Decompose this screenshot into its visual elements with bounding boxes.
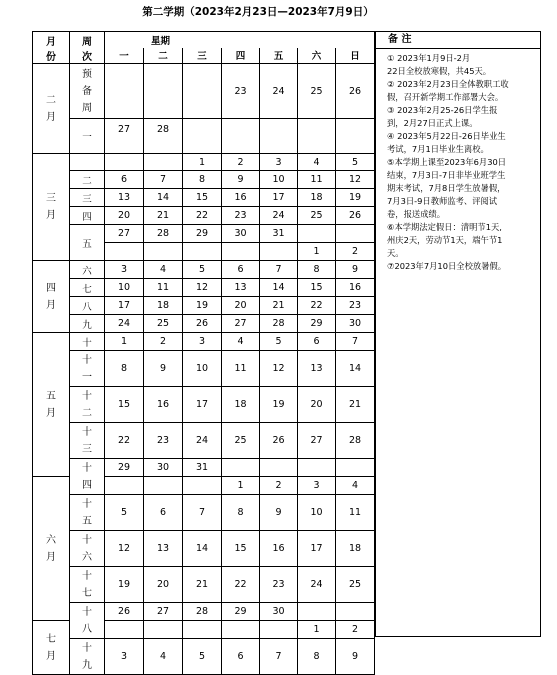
day-cell: 8 <box>298 261 336 279</box>
day-cell: 8 <box>222 495 260 531</box>
day-cell: 21 <box>336 387 375 423</box>
day-cell: 17 <box>105 297 144 315</box>
day-cell <box>336 119 375 154</box>
day-header: 三 <box>183 48 222 64</box>
day-cell: 20 <box>298 387 336 423</box>
day-cell <box>336 603 375 621</box>
week-label-2: 二 <box>70 171 105 189</box>
day-cell: 2 <box>222 154 260 171</box>
day-cell <box>183 621 222 639</box>
month-label-feb: 二 月 <box>33 64 70 154</box>
day-cell: 12 <box>183 279 222 297</box>
day-cell: 21 <box>144 207 183 225</box>
note-line: ⑥本学期法定假日：清明节1天, <box>387 222 502 232</box>
day-cell: 24 <box>298 567 336 603</box>
week-label-7: 七 <box>70 279 105 297</box>
week-label-11: 十 一 <box>70 351 105 387</box>
day-header: 五 <box>260 48 298 64</box>
day-cell: 15 <box>105 387 144 423</box>
day-cell: 22 <box>298 297 336 315</box>
day-cell <box>144 243 183 261</box>
day-cell: 24 <box>183 423 222 459</box>
day-cell: 7 <box>260 639 298 675</box>
day-cell: 9 <box>336 261 375 279</box>
day-header: 日 <box>336 48 375 64</box>
day-cell: 10 <box>183 351 222 387</box>
day-cell: 13 <box>222 279 260 297</box>
day-cell: 19 <box>105 567 144 603</box>
note-line: 7月3日-9日教师监考、评阅试 <box>387 196 498 206</box>
day-cell: 20 <box>105 207 144 225</box>
day-header: 六 <box>298 48 336 64</box>
day-cell: 26 <box>183 315 222 333</box>
day-cell: 1 <box>298 621 336 639</box>
day-cell: 28 <box>260 315 298 333</box>
day-cell <box>105 154 144 171</box>
note-line: 结束，7月3日-7日非毕业班学生 <box>387 170 506 180</box>
day-cell: 14 <box>144 189 183 207</box>
day-cell: 21 <box>260 297 298 315</box>
week-label-6: 六 <box>70 261 105 279</box>
day-cell: 24 <box>105 315 144 333</box>
day-cell: 4 <box>222 333 260 351</box>
day-cell <box>298 459 336 477</box>
day-cell: 22 <box>183 207 222 225</box>
notes-header: 备 注 <box>376 32 540 49</box>
week-label-12: 十 二 <box>70 387 105 423</box>
day-cell: 23 <box>222 207 260 225</box>
day-cell: 5 <box>105 495 144 531</box>
week-label-18: 十 八 <box>70 603 105 639</box>
day-cell: 13 <box>105 189 144 207</box>
day-cell: 29 <box>298 315 336 333</box>
day-cell: 10 <box>260 171 298 189</box>
day-cell <box>336 459 375 477</box>
day-cell: 30 <box>260 603 298 621</box>
day-cell: 3 <box>298 477 336 495</box>
day-cell: 29 <box>183 225 222 243</box>
month-label-mar: 三 月 <box>33 154 70 261</box>
day-cell <box>183 64 222 119</box>
note-line: ③ 2023年2月25-26日学生报 <box>387 105 498 115</box>
note-line: 到，2月27日正式上课。 <box>387 118 478 128</box>
day-cell: 8 <box>105 351 144 387</box>
day-cell <box>336 225 375 243</box>
day-cell: 16 <box>260 531 298 567</box>
day-cell <box>105 64 144 119</box>
day-cell: 27 <box>298 423 336 459</box>
day-cell <box>222 243 260 261</box>
day-cell: 25 <box>336 567 375 603</box>
day-cell: 5 <box>183 639 222 675</box>
day-cell <box>260 119 298 154</box>
day-cell: 16 <box>336 279 375 297</box>
day-cell: 15 <box>298 279 336 297</box>
notes-panel <box>375 31 541 637</box>
day-cell: 20 <box>222 297 260 315</box>
day-cell: 17 <box>298 531 336 567</box>
day-cell: 2 <box>260 477 298 495</box>
note-line: 州庆2天，劳动节1天，端午节1 <box>387 235 503 245</box>
day-cell: 29 <box>222 603 260 621</box>
month-header: 月 份 <box>33 32 70 64</box>
day-cell: 6 <box>222 639 260 675</box>
day-cell: 18 <box>336 531 375 567</box>
day-cell: 18 <box>222 387 260 423</box>
day-cell: 25 <box>222 423 260 459</box>
week-label-1-cont <box>70 154 105 171</box>
day-cell: 27 <box>105 225 144 243</box>
day-header: 一 <box>105 48 144 64</box>
day-cell: 3 <box>260 154 298 171</box>
day-cell: 22 <box>222 567 260 603</box>
note-line: ④ 2023年5月22日-26日毕业生 <box>387 131 506 141</box>
day-cell: 6 <box>144 495 183 531</box>
day-cell: 22 <box>105 423 144 459</box>
day-cell: 6 <box>222 261 260 279</box>
day-cell <box>183 119 222 154</box>
day-cell: 12 <box>336 171 375 189</box>
month-label-jun: 六 月 <box>33 477 70 621</box>
day-cell: 19 <box>336 189 375 207</box>
day-cell: 10 <box>298 495 336 531</box>
day-cell: 23 <box>336 297 375 315</box>
day-cell: 25 <box>144 315 183 333</box>
note-line: 假，召开新学期工作部署大会。 <box>387 92 504 102</box>
note-line: ② 2023年2月23日全体教职工收 <box>387 79 509 89</box>
day-cell: 30 <box>222 225 260 243</box>
day-cell: 27 <box>144 603 183 621</box>
day-cell: 6 <box>298 333 336 351</box>
week-label-5: 五 <box>70 225 105 261</box>
day-cell: 4 <box>336 477 375 495</box>
day-cell: 23 <box>222 64 260 119</box>
note-line: 考试，7月1日毕业生离校。 <box>387 144 489 154</box>
day-cell: 31 <box>183 459 222 477</box>
day-cell: 1 <box>105 333 144 351</box>
day-cell: 9 <box>144 351 183 387</box>
day-cell: 26 <box>336 64 375 119</box>
day-cell: 24 <box>260 207 298 225</box>
day-cell <box>298 119 336 154</box>
week-label-8: 八 <box>70 297 105 315</box>
day-cell: 21 <box>183 567 222 603</box>
week-label-16: 十 六 <box>70 531 105 567</box>
week-label-1: 一 <box>70 119 105 154</box>
day-cell <box>144 154 183 171</box>
day-cell: 31 <box>260 225 298 243</box>
week-label-prep: 预 备 周 <box>70 64 105 119</box>
month-label-apr: 四 月 <box>33 261 70 333</box>
note-line: ① 2023年1月9日-2月 <box>387 53 471 63</box>
day-cell: 23 <box>260 567 298 603</box>
day-cell: 17 <box>183 387 222 423</box>
note-line: 期末考试，7月8日学生放暑假， <box>387 183 506 193</box>
day-cell: 26 <box>336 207 375 225</box>
week-label-4: 四 <box>70 207 105 225</box>
day-cell: 25 <box>298 207 336 225</box>
day-cell: 1 <box>222 477 260 495</box>
day-cell: 4 <box>298 154 336 171</box>
day-cell: 11 <box>222 351 260 387</box>
day-cell <box>298 603 336 621</box>
day-cell: 28 <box>144 225 183 243</box>
day-cell: 27 <box>105 119 144 154</box>
day-cell <box>144 64 183 119</box>
week-label-10: 十 <box>70 333 105 351</box>
day-cell: 2 <box>336 621 375 639</box>
day-cell: 9 <box>336 639 375 675</box>
note-line: ⑤本学期上课至2023年6月30日 <box>387 157 507 167</box>
day-cell: 5 <box>183 261 222 279</box>
day-cell: 12 <box>260 351 298 387</box>
day-cell <box>105 477 144 495</box>
notes-body <box>376 49 540 273</box>
day-cell <box>260 459 298 477</box>
day-cell: 29 <box>105 459 144 477</box>
week-label-13: 十 三 <box>70 423 105 459</box>
note-line: 天。 <box>387 248 404 258</box>
day-cell: 10 <box>105 279 144 297</box>
week-label-14: 十 四 <box>70 459 105 495</box>
day-cell <box>144 621 183 639</box>
day-cell: 8 <box>298 639 336 675</box>
note-line: 卷，报送成绩。 <box>387 209 446 219</box>
day-cell: 26 <box>105 603 144 621</box>
day-cell: 7 <box>144 171 183 189</box>
day-cell: 2 <box>336 243 375 261</box>
day-cell: 4 <box>144 639 183 675</box>
day-cell <box>144 477 183 495</box>
day-cell: 12 <box>105 531 144 567</box>
weekday-header: 星期 <box>105 32 375 48</box>
day-cell: 5 <box>260 333 298 351</box>
day-cell: 3 <box>105 261 144 279</box>
day-cell: 17 <box>260 189 298 207</box>
page-title: 第二学期（2023年2月23日—2023年7月9日） <box>142 6 374 18</box>
day-cell: 6 <box>105 171 144 189</box>
day-cell: 9 <box>222 171 260 189</box>
day-cell: 14 <box>336 351 375 387</box>
day-cell: 7 <box>260 261 298 279</box>
day-cell <box>260 243 298 261</box>
day-cell: 13 <box>298 351 336 387</box>
day-cell: 24 <box>260 64 298 119</box>
day-cell: 14 <box>183 531 222 567</box>
week-header: 周 次 <box>70 32 105 64</box>
day-cell <box>105 621 144 639</box>
day-cell: 20 <box>144 567 183 603</box>
day-cell <box>222 119 260 154</box>
day-cell: 11 <box>144 279 183 297</box>
day-cell <box>222 621 260 639</box>
week-label-19: 十 九 <box>70 639 105 675</box>
day-cell: 7 <box>183 495 222 531</box>
day-cell: 16 <box>144 387 183 423</box>
day-cell: 2 <box>144 333 183 351</box>
day-cell: 28 <box>144 119 183 154</box>
day-cell: 25 <box>298 64 336 119</box>
day-cell: 15 <box>222 531 260 567</box>
day-cell: 15 <box>183 189 222 207</box>
day-cell: 9 <box>260 495 298 531</box>
month-label-jul: 七 月 <box>33 621 70 675</box>
day-cell: 19 <box>260 387 298 423</box>
day-cell: 23 <box>144 423 183 459</box>
day-cell: 5 <box>336 154 375 171</box>
day-cell <box>105 243 144 261</box>
day-cell: 30 <box>336 315 375 333</box>
day-cell: 18 <box>144 297 183 315</box>
month-label-may: 五 月 <box>33 333 70 477</box>
day-cell: 28 <box>183 603 222 621</box>
day-header: 四 <box>222 48 260 64</box>
week-label-17: 十 七 <box>70 567 105 603</box>
day-cell: 27 <box>222 315 260 333</box>
day-cell: 1 <box>183 154 222 171</box>
day-cell: 7 <box>336 333 375 351</box>
day-cell: 3 <box>105 639 144 675</box>
day-cell: 26 <box>260 423 298 459</box>
note-line: ⑦2023年7月10日全校放暑假。 <box>387 261 507 271</box>
day-header: 二 <box>144 48 183 64</box>
day-cell: 16 <box>222 189 260 207</box>
note-line: 22日全校放寒假，共45天。 <box>387 66 492 76</box>
day-cell: 1 <box>298 243 336 261</box>
day-cell <box>183 477 222 495</box>
day-cell <box>260 621 298 639</box>
day-cell: 19 <box>183 297 222 315</box>
calendar-table <box>32 31 375 675</box>
day-cell <box>183 243 222 261</box>
day-cell <box>222 459 260 477</box>
day-cell: 18 <box>298 189 336 207</box>
week-label-9: 九 <box>70 315 105 333</box>
day-cell: 11 <box>336 495 375 531</box>
day-cell: 13 <box>144 531 183 567</box>
day-cell: 3 <box>183 333 222 351</box>
day-cell: 11 <box>298 171 336 189</box>
day-cell: 8 <box>183 171 222 189</box>
day-cell: 14 <box>260 279 298 297</box>
week-label-15: 十 五 <box>70 495 105 531</box>
day-cell: 28 <box>336 423 375 459</box>
week-label-3: 三 <box>70 189 105 207</box>
day-cell: 4 <box>144 261 183 279</box>
day-cell <box>298 225 336 243</box>
day-cell: 30 <box>144 459 183 477</box>
